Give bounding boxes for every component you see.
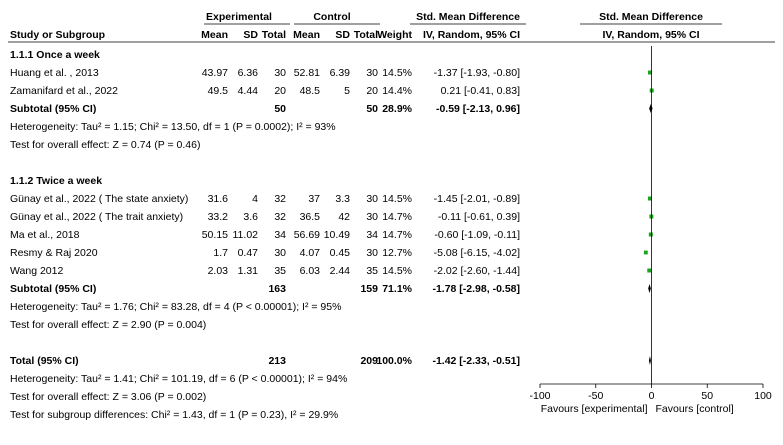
- cell-total-experimental: 35: [274, 265, 286, 277]
- cell-sd-experimental: 1.31: [237, 265, 258, 277]
- cell-weight: 71.1%: [382, 283, 412, 295]
- cell-sd-experimental: 3.6: [243, 211, 258, 223]
- cell-effect-ci: -0.60 [-1.09, -0.11]: [434, 229, 520, 241]
- cell-total-control: 30: [366, 211, 378, 223]
- cell-mean-control: 4.07: [299, 247, 320, 259]
- cell-sd-experimental: 0.47: [237, 247, 258, 259]
- study-row-label: Huang et al. , 2013: [10, 67, 99, 79]
- cell-total-experimental: 163: [268, 283, 286, 295]
- cell-sd-control: 6.39: [329, 67, 350, 79]
- effect-square: [649, 233, 653, 237]
- study-row-label: Günay et al., 2022 ( The state anxiety): [10, 193, 189, 205]
- cell-effect-ci: -1.37 [-1.93, -0.80]: [433, 67, 520, 79]
- stats-note: Test for overall effect: Z = 0.74 (P = 0.46): [10, 139, 201, 151]
- cell-mean-control: 52.81: [293, 67, 320, 79]
- cell-weight: 14.5%: [382, 193, 412, 205]
- group-label-control: Control: [313, 11, 351, 23]
- study-row-label: Wang 2012: [10, 265, 64, 277]
- cell-mean-control: 36.5: [299, 211, 320, 223]
- cell-weight: 14.5%: [382, 67, 412, 79]
- column-header-method-left: IV, Random, 95% CI: [422, 29, 520, 41]
- cell-mean-experimental: 43.97: [201, 67, 228, 79]
- column-header-total-experimental: Total: [261, 29, 286, 41]
- study-row-label: Resmy & Raj 2020: [10, 247, 98, 259]
- cell-effect-ci: -0.11 [-0.61, 0.39]: [437, 211, 520, 223]
- cell-sd-control: 3.3: [335, 193, 350, 205]
- cell-sd-control: 0.45: [329, 247, 350, 259]
- cell-total-experimental: 213: [268, 355, 286, 367]
- effect-square: [647, 269, 651, 273]
- subtotal-row-label: Subtotal (95% CI): [10, 103, 97, 115]
- cell-weight: 100.0%: [376, 355, 412, 367]
- cell-effect-ci: -5.08 [-6.15, -4.02]: [433, 247, 520, 259]
- cell-total-experimental: 20: [274, 85, 286, 97]
- cell-effect-ci: -2.02 [-2.60, -1.44]: [433, 265, 520, 277]
- x-tick-label: 100: [754, 390, 772, 402]
- subtotal-row-label: Subtotal (95% CI): [10, 283, 97, 295]
- x-tick-label: 50: [701, 390, 714, 402]
- stats-note: Test for overall effect: Z = 3.06 (P = 0.002): [10, 391, 207, 403]
- study-row-label: Günay et al., 2022 ( The trait anxiety): [10, 211, 184, 223]
- cell-total-experimental: 34: [274, 229, 286, 241]
- cell-mean-experimental: 1.7: [213, 247, 228, 259]
- study-row-label: Ma et al., 2018: [10, 229, 80, 241]
- column-header-mean-control: Mean: [293, 29, 320, 41]
- effect-square: [644, 251, 648, 255]
- cell-total-control: 209: [360, 355, 378, 367]
- cell-weight: 14.4%: [382, 85, 412, 97]
- cell-total-control: 30: [366, 67, 378, 79]
- cell-sd-experimental: 11.02: [232, 229, 258, 241]
- cell-weight: 12.7%: [382, 247, 412, 259]
- cell-weight: 28.9%: [382, 103, 412, 115]
- table-header: [8, 11, 775, 42]
- favours-right-label: Favours [control]: [655, 403, 734, 415]
- cell-total-experimental: 30: [274, 67, 286, 79]
- cell-total-control: 34: [366, 229, 378, 241]
- cell-total-control: 159: [360, 283, 378, 295]
- stats-note: Test for subgroup differences: Chi² = 1.43, df = 1 (P = 0.23), I² = 29.9%: [10, 409, 339, 421]
- pooled-diamond: [648, 284, 651, 293]
- cell-total-experimental: 30: [274, 247, 286, 259]
- stats-note: Heterogeneity: Tau² = 1.41; Chi² = 101.19, df = 6 (P < 0.00001); I² = 94%: [10, 373, 348, 385]
- cell-sd-control: 10.49: [323, 229, 350, 241]
- cell-total-experimental: 32: [274, 193, 286, 205]
- cell-weight: 14.5%: [382, 265, 412, 277]
- subgroup-heading: 1.1.2 Twice a week: [10, 175, 103, 187]
- pooled-diamond: [649, 104, 652, 113]
- cell-total-control: 20: [366, 85, 378, 97]
- column-header-sd-control: SD: [335, 29, 350, 41]
- stats-note: Heterogeneity: Tau² = 1.15; Chi² = 13.50, df = 1 (P = 0.0002); I² = 93%: [10, 121, 336, 133]
- column-header-weight: Weight: [377, 29, 412, 41]
- cell-mean-experimental: 31.6: [207, 193, 228, 205]
- stats-note: Heterogeneity: Tau² = 1.76; Chi² = 83.28, df = 4 (P < 0.00001); I² = 95%: [10, 301, 342, 313]
- cell-sd-control: 5: [344, 85, 350, 97]
- cell-mean-experimental: 50.15: [201, 229, 228, 241]
- cell-mean-experimental: 49.5: [207, 85, 228, 97]
- cell-total-experimental: 32: [274, 211, 286, 223]
- cell-sd-experimental: 4: [252, 193, 258, 205]
- cell-weight: 14.7%: [382, 229, 412, 241]
- column-header-study: Study or Subgroup: [10, 29, 106, 41]
- table-body: [10, 49, 520, 421]
- x-tick-label: -100: [529, 390, 551, 402]
- cell-mean-control: 37: [308, 193, 320, 205]
- stats-note: Test for overall effect: Z = 2.90 (P = 0.004): [10, 319, 207, 331]
- favours-left-label: Favours [experimental]: [540, 403, 648, 415]
- cell-mean-experimental: 33.2: [207, 211, 228, 223]
- cell-mean-control: 56.69: [293, 229, 320, 241]
- cell-total-control: 50: [366, 103, 378, 115]
- column-header-sd-experimental: SD: [243, 29, 258, 41]
- cell-effect-ci: -0.59 [-2.13, 0.96]: [435, 103, 520, 115]
- total-row-label: Total (95% CI): [10, 355, 79, 367]
- cell-sd-control: 42: [338, 211, 350, 223]
- cell-mean-control: 48.5: [299, 85, 320, 97]
- cell-effect-ci: -1.45 [-2.01, -0.89]: [433, 193, 520, 205]
- cell-total-control: 30: [366, 193, 378, 205]
- cell-mean-experimental: 2.03: [207, 265, 228, 277]
- cell-weight: 14.7%: [382, 211, 412, 223]
- pooled-diamond: [649, 356, 651, 365]
- cell-sd-experimental: 6.36: [237, 67, 258, 79]
- column-header-mean-experimental: Mean: [201, 29, 228, 41]
- x-tick-label: -50: [588, 390, 604, 402]
- study-row-label: Zamanifard et al., 2022: [10, 85, 118, 97]
- cell-total-control: 30: [366, 247, 378, 259]
- cell-sd-experimental: 4.44: [237, 85, 258, 97]
- plot-marks: [644, 71, 654, 365]
- column-header-method-right: IV, Random, 95% CI: [602, 29, 700, 41]
- smd-title-right: Std. Mean Difference: [599, 11, 703, 23]
- cell-total-experimental: 50: [274, 103, 286, 115]
- smd-title-left: Std. Mean Difference: [416, 11, 520, 23]
- cell-effect-ci: -1.42 [-2.33, -0.51]: [432, 355, 520, 367]
- cell-effect-ci: 0.21 [-0.41, 0.83]: [440, 85, 520, 97]
- cell-sd-control: 2.44: [329, 265, 350, 277]
- subgroup-heading: 1.1.1 Once a week: [10, 49, 100, 61]
- cell-mean-control: 6.03: [299, 265, 320, 277]
- cell-total-control: 35: [366, 265, 378, 277]
- cell-effect-ci: -1.78 [-2.98, -0.58]: [432, 283, 520, 295]
- x-tick-label: 0: [648, 390, 655, 402]
- group-label-experimental: Experimental: [206, 11, 272, 23]
- column-header-total-control: Total: [353, 29, 378, 41]
